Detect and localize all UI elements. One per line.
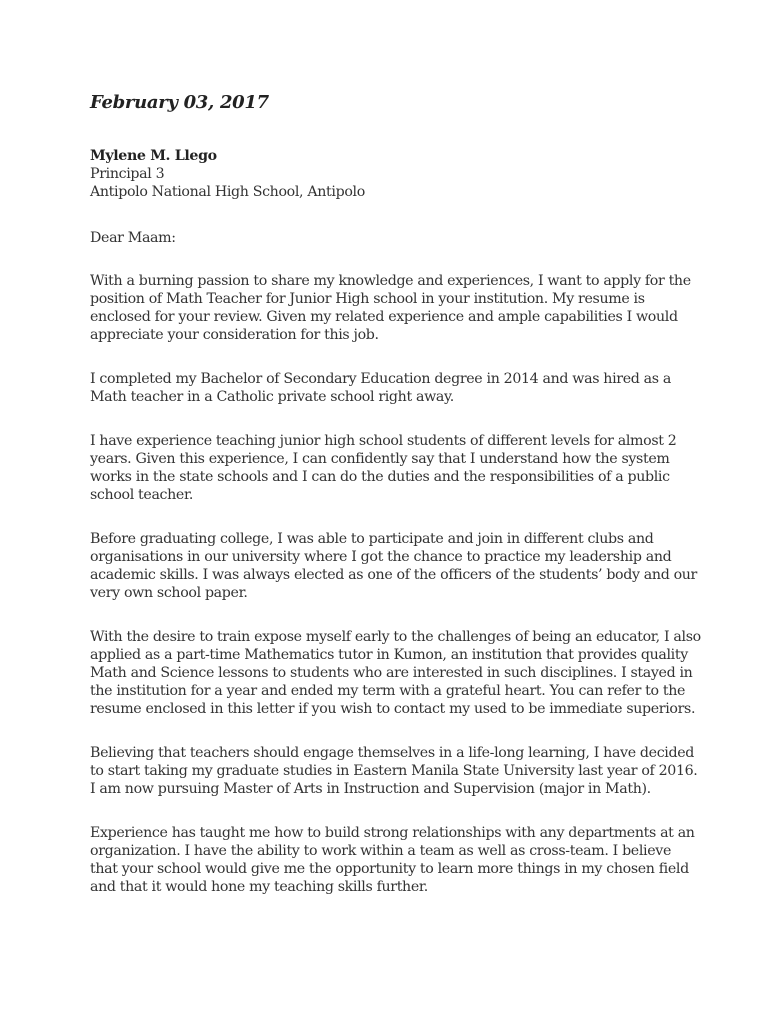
recipient-name: Mylene M. Llego (90, 148, 217, 164)
paragraph-line: works in the state schools and I can do the duties and the responsibilities of a public (90, 469, 670, 485)
paragraph-line: With the desire to train expose myself early to the challenges of being an educator, I also (90, 629, 701, 645)
paragraph-line: school teacher. (90, 487, 194, 503)
letter-date: February 03, 2017 (90, 92, 269, 113)
paragraph-line: resume enclosed in this letter if you wish to contact my used to be immediate superiors. (90, 701, 696, 717)
paragraph-line: organization. I have the ability to work within a team as well as cross-team. I believe (90, 843, 671, 859)
paragraph-line: that your school would give me the opportunity to learn more things in my chosen field (90, 861, 689, 877)
paragraph-line: and that it would hone my teaching skills further. (90, 879, 428, 895)
paragraph-line: academic skills. I was always elected as one of the officers of the students’ body and our (90, 567, 697, 583)
paragraph-line: position of Math Teacher for Junior High school in your institution. My resume is (90, 291, 645, 307)
paragraph-line: I am now pursuing Master of Arts in Instruction and Supervision (major in Math). (90, 781, 651, 797)
paragraph-line: Before graduating college, I was able to participate and join in different clubs and (90, 531, 654, 547)
paragraph-line: enclosed for your review. Given my related experience and ample capabilities I would (90, 309, 678, 325)
paragraph-line: I have experience teaching junior high school students of different levels for almost 2 (90, 433, 677, 449)
paragraph-line: organisations in our university where I got the chance to practice my leadership and (90, 549, 672, 565)
paragraph-line: Believing that teachers should engage themselves in a life-long learning, I have decided (90, 745, 695, 761)
salutation: Dear Maam: (90, 230, 176, 246)
paragraph-line: the institution for a year and ended my term with a grateful heart. You can refer to the (90, 683, 686, 699)
paragraph-line: applied as a part-time Mathematics tutor in Kumon, an institution that provides quality (90, 647, 688, 663)
paragraph-line: years. Given this experience, I can confidently say that I understand how the system (90, 451, 670, 467)
paragraph-line: Math teacher in a Catholic private school right away. (90, 389, 454, 405)
paragraph-line: Math and Science lessons to students who are interested in such disciplines. I stayed in (90, 665, 693, 681)
recipient-title: Principal 3 (90, 166, 165, 182)
paragraph-line: very own school paper. (90, 585, 248, 601)
paragraph-line: to start taking my graduate studies in Eastern Manila State University last year of 2016. (90, 763, 698, 779)
paragraph-line: I completed my Bachelor of Secondary Education degree in 2014 and was hired as a (90, 371, 671, 387)
recipient-school: Antipolo National High School, Antipolo (90, 184, 365, 200)
paragraph-line: Experience has taught me how to build strong relationships with any departments at an (90, 825, 695, 841)
paragraph-line: With a burning passion to share my knowledge and experiences, I want to apply for the (90, 273, 691, 289)
paragraph-line: appreciate your consideration for this job. (90, 327, 379, 343)
